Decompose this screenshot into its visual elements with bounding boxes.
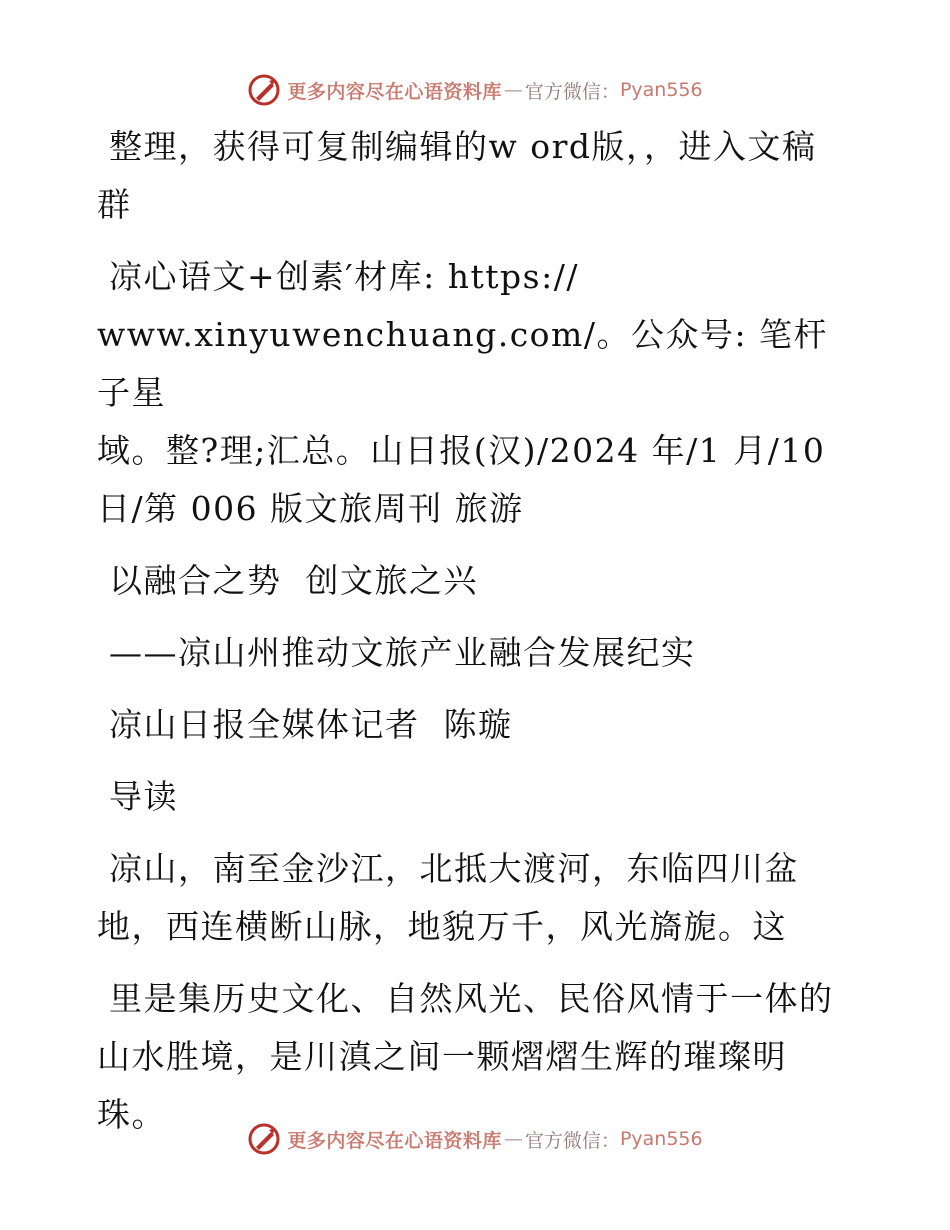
paragraph-body-1: [97, 840, 837, 956]
text-line: 整理，获得可复制编辑的w ord版，，进入文稿: [97, 127, 817, 166]
article-title: [97, 552, 837, 610]
page-footer-banner: [0, 1117, 950, 1161]
footer-contact-handle: Pyan556: [619, 1128, 703, 1150]
header-separator: —: [503, 79, 523, 101]
text-line: 群: [97, 185, 132, 224]
paragraph-source: [97, 248, 837, 538]
article-byline: [97, 696, 837, 754]
quill-logo-icon: [247, 73, 281, 107]
header-banner-text: 更多内容尽在心语资料库: [287, 80, 502, 103]
header-contact-label: 官方微信：: [524, 80, 620, 103]
text-line: 凉山日报全媒体记者 陈璇: [97, 705, 513, 744]
footer-contact-label: 官方微信：: [524, 1129, 620, 1152]
footer-separator: —: [503, 1128, 523, 1150]
footer-banner-text: 更多内容尽在心语资料库: [287, 1129, 502, 1152]
page-header-banner: [0, 68, 950, 112]
header-contact-handle: Pyan556: [619, 79, 703, 101]
text-line: 凉心语文+创素′材库: https://: [97, 257, 579, 296]
section-heading-guide: [97, 768, 837, 826]
text-line: 导读: [97, 777, 178, 816]
paragraph-intro: [97, 118, 837, 234]
text-line: 里是集历史文化、自然风光、民俗风情于一体的: [97, 979, 834, 1018]
text-line: ——凉山州推动文旅产业融合发展纪实: [97, 633, 696, 672]
text-line: 日/第 006 版文旅周刊 旅游: [97, 489, 524, 528]
text-line: www.xinyuwenchuang.com/。公众号: 笔杆子星: [97, 315, 829, 412]
quill-logo-icon: [247, 1122, 281, 1156]
article-subtitle: [97, 624, 837, 682]
document-body: [97, 118, 837, 1158]
text-line: 域。整?理;汇总。山日报(汉)/2024 年/1 月/10: [97, 431, 826, 470]
text-line: 以融合之势 创文旅之兴: [97, 561, 478, 600]
text-line: 山水胜境，是川滇之间一颗熠熠生辉的璀璨明珠。: [97, 1037, 787, 1134]
text-line: 地，西连横断山脉，地貌万千，风光旖旎。这: [97, 907, 787, 946]
text-line: 凉山，南至金沙江，北抵大渡河，东临四川盆: [97, 849, 799, 888]
